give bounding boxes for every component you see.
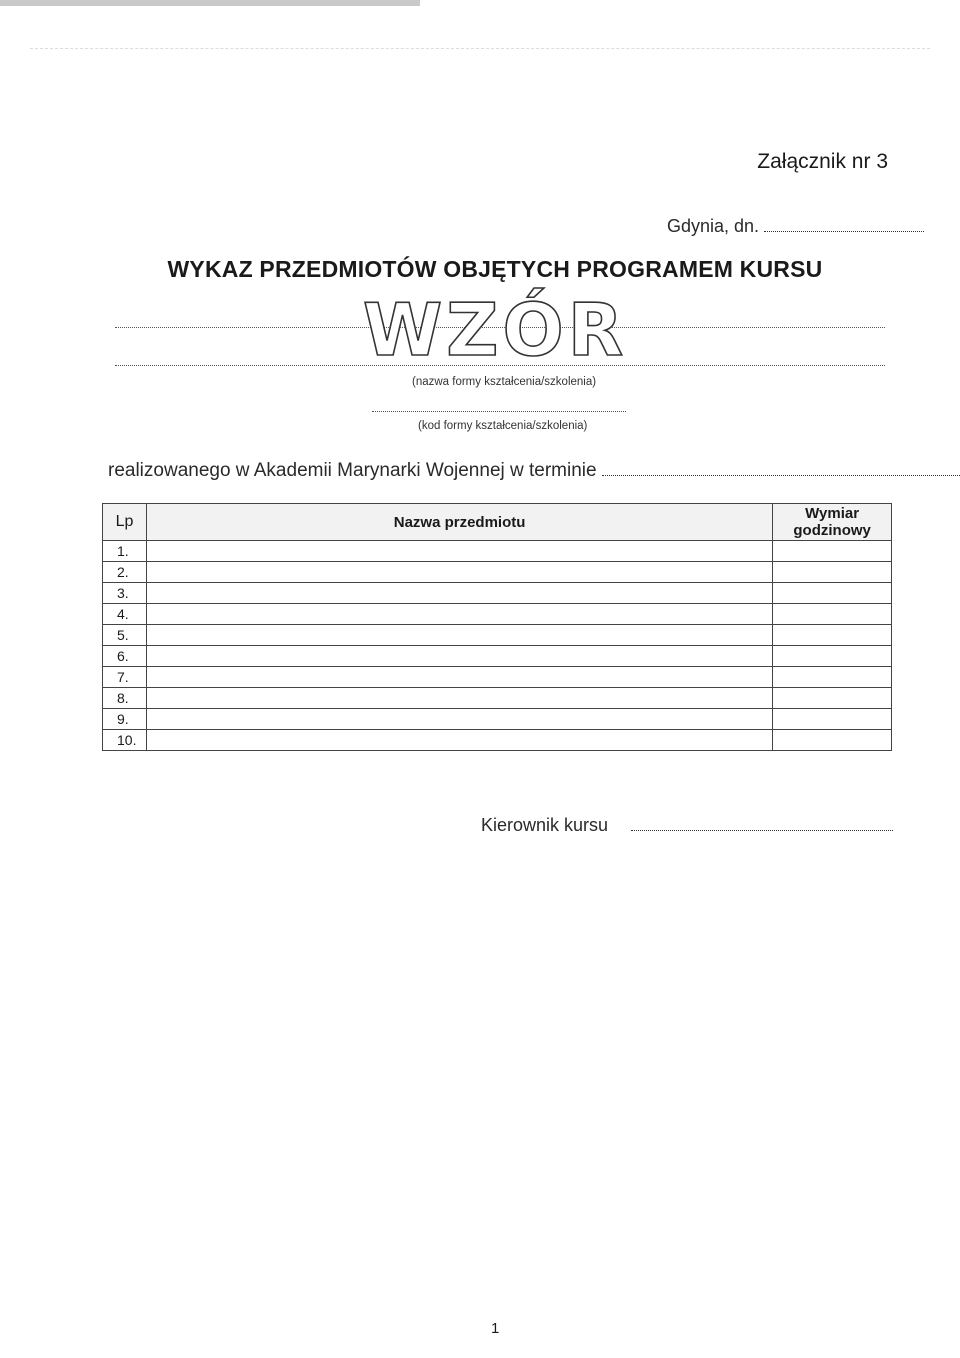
row-number: 1. (103, 541, 147, 562)
scan-edge (0, 0, 420, 6)
form-name-line-2 (115, 365, 885, 366)
subject-name-cell[interactable] (146, 541, 772, 562)
table-row (103, 604, 892, 625)
lp-header: Lp (103, 504, 147, 541)
hours-cell[interactable] (773, 625, 892, 646)
hours-cell[interactable] (773, 541, 892, 562)
row-number: 3. (103, 583, 147, 604)
subject-name-cell[interactable] (146, 562, 772, 583)
subject-name-cell[interactable] (146, 583, 772, 604)
attachment-label: Załącznik nr 3 (757, 150, 888, 173)
hours-cell[interactable] (773, 667, 892, 688)
subject-name-cell[interactable] (146, 730, 772, 751)
table-row (103, 583, 892, 604)
row-number: 10. (103, 730, 147, 751)
row-number: 9. (103, 709, 147, 730)
table-row (103, 541, 892, 562)
term-fill-line (602, 461, 960, 476)
row-number: 8. (103, 688, 147, 709)
document-title: WYKAZ PRZEDMIOTÓW OBJĘTYCH PROGRAMEM KURSU (167, 256, 823, 282)
page-number: 1 (491, 1320, 500, 1337)
table-header-row (103, 504, 892, 541)
subject-name-cell[interactable] (146, 709, 772, 730)
subject-name-cell[interactable] (146, 667, 772, 688)
hours-header: Wymiar godzinowy (773, 504, 892, 541)
signature-fill-line (631, 816, 893, 831)
scan-artifact-line (30, 48, 930, 49)
signature-line (481, 815, 893, 836)
subject-name-header: Nazwa przedmiotu (146, 504, 772, 541)
hours-cell[interactable] (773, 730, 892, 751)
hours-cell[interactable] (773, 562, 892, 583)
table-row (103, 709, 892, 730)
table-row (103, 625, 892, 646)
hours-cell[interactable] (773, 583, 892, 604)
realization-text: realizowanego w Akademii Marynarki Wojennej w terminie (108, 460, 597, 481)
table-row (103, 730, 892, 751)
row-number: 4. (103, 604, 147, 625)
form-code-line (372, 411, 626, 412)
table-row (103, 646, 892, 667)
form-name-caption: (nazwa formy kształcenia/szkolenia) (412, 376, 597, 388)
hours-cell[interactable] (773, 604, 892, 625)
table-row (103, 688, 892, 709)
form-code-caption: (kod formy kształcenia/szkolenia) (418, 420, 588, 432)
hours-cell[interactable] (773, 709, 892, 730)
signature-label: Kierownik kursu (481, 815, 609, 835)
subjects-table (102, 503, 892, 751)
place-date-line (667, 216, 924, 237)
row-number: 2. (103, 562, 147, 583)
table-row (103, 562, 892, 583)
row-number: 7. (103, 667, 147, 688)
row-number: 5. (103, 625, 147, 646)
row-number: 6. (103, 646, 147, 667)
table-row (103, 667, 892, 688)
hours-cell[interactable] (773, 646, 892, 667)
subject-name-cell[interactable] (146, 625, 772, 646)
place-date-label: Gdynia, dn. (667, 216, 760, 236)
subject-name-cell[interactable] (146, 688, 772, 709)
realization-line (108, 460, 960, 482)
watermark-stamp: WZÓR (362, 288, 628, 372)
hours-cell[interactable] (773, 688, 892, 709)
subject-name-cell[interactable] (146, 604, 772, 625)
subject-name-cell[interactable] (146, 646, 772, 667)
date-fill-line (764, 217, 924, 232)
